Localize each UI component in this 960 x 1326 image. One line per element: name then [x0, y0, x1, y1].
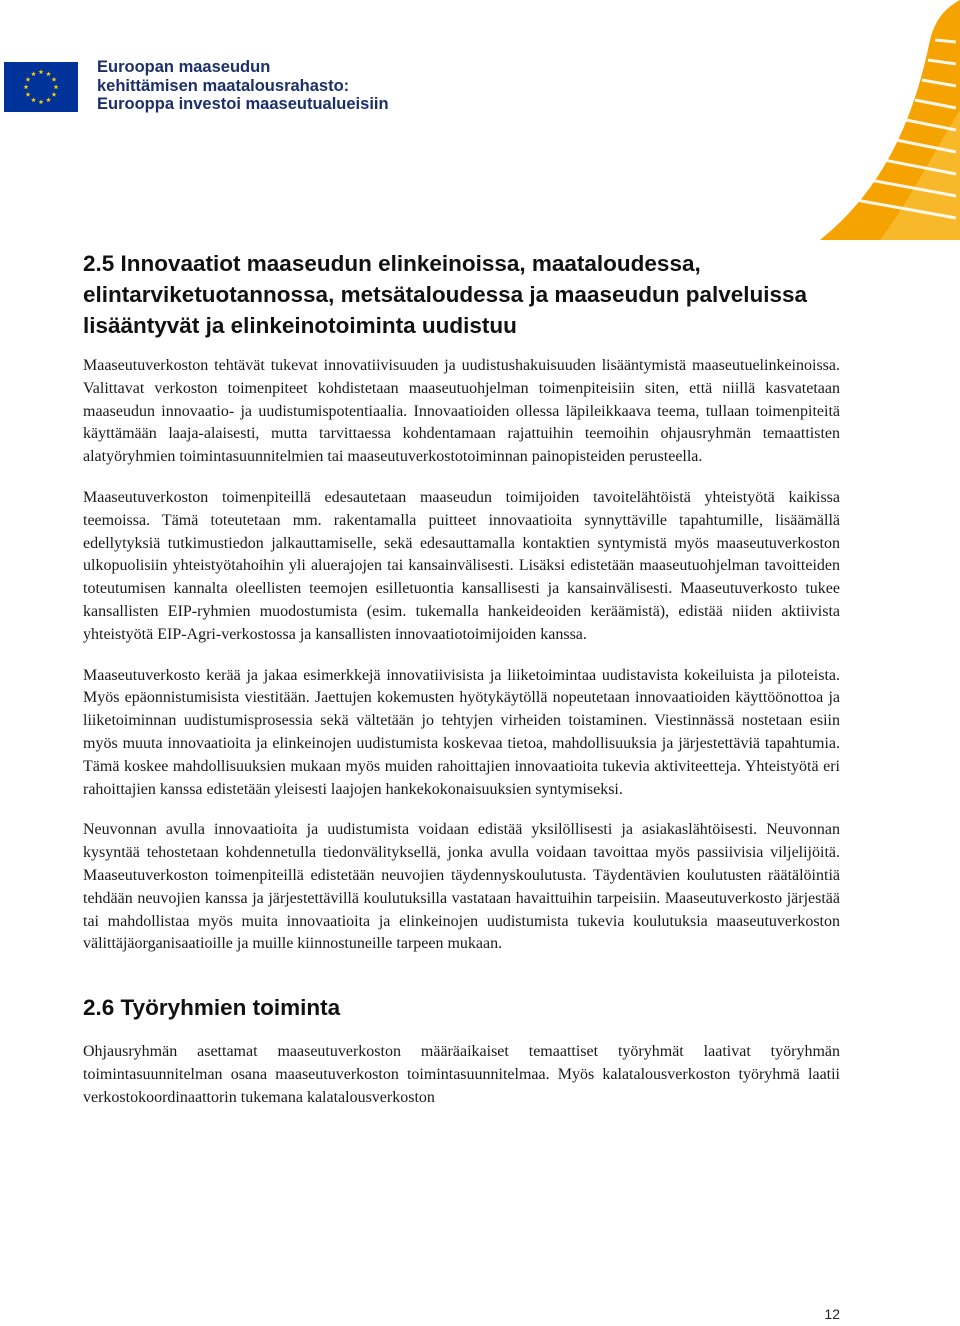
leaf-logo-graphic [760, 0, 960, 240]
section-2-5-heading: 2.5 Innovaatiot maaseudun elinkeinoissa, maataloudessa, elintarviketuotannossa, metsätaloudessa ja maaseudun palveluissa lisääntyvät ja elinkeinotoiminta uudistuu [83, 251, 808, 338]
page-header [0, 0, 960, 240]
document-body [83, 248, 840, 1128]
page-number: 12 [824, 1306, 840, 1322]
eu-fund-text [97, 58, 389, 114]
eu-text-line-3: Eurooppa investoi maaseutualueisiin [97, 95, 389, 113]
paragraph: Ohjausryhmän asettamat maaseutuverkoston määräaikaiset temaattiset työryhmät laativat työryhmän toimintasuunnitelman osana maaseutuverkoston toimintasuunnitelmaa. Myös kalatalousverkoston työryhmä laatii verkostokoordinaattorin tukemana kalatalousverkoston [83, 1043, 840, 1106]
section-2-6-heading: 2.6 Työryhmien toiminta [83, 995, 341, 1021]
paragraph: Neuvonnan avulla innovaatioita ja uudistumista voidaan edistää yksilöllisesti ja asiakaslähtöisesti. Neuvonnan kysyntää tehostetaan kohdennetulla tiedonvälityksellä, jonka avulla voidaan tavoittaa myös passiivisia viljelijöitä. Maaseutuverkoston toimenpiteillä edistetään neuvojien täydennyskoulutusta. Täydentävien koulutusten räätälöintiä tehdään neuvojien kanssa ja järjestettävillä koulutuksilla vastataan havaittuihin tarpeisiin. Maaseutuverkosto järjestää tai mahdollistaa myös muita innovaatioita ja elinkeinojen uudistumista tukevia koulutuksia maaseutuverkoston välittäjäorganisaatioille ja muille kiinnostuneille tarpeen mukaan. [83, 821, 840, 953]
paragraph: Maaseutuverkoston tehtävät tukevat innovatiivisuuden ja uudistushakuisuuden lisääntymistä maaseutuelinkeinoissa. Valittavat verkoston toimenpiteet kohdistetaan maaseutuohjelman toimenpiteisiin siten, että niillä kasvatetaan maaseudun innovaatio- ja uudistumispotentiaalia. Innovaatioiden ollessa läpileikkaava teema, tullaan toimenpiteitä käyttämään laaja-alaisesti, mutta tarvittaessa kohdentamaan rajattuihin teemoihin ohjausryhmän temaattisten alatyöryhmien toimintasuunnitelmien tai maaseutuverkostotoiminnan painopisteiden perusteella. [83, 357, 840, 466]
eu-text-line-2: kehittämisen maatalousrahasto: [97, 76, 350, 95]
paragraph: Maaseutuverkosto kerää ja jakaa esimerkkejä innovatiivisista ja liiketoimintaa uudistavista kokeiluista ja piloteista. Myös epäonnistumisista viestitään. Jaettujen kokemusten hyötykäytöllä nopeutetaan innovaatioiden käyttöönottoa ja liiketoiminnan uudistumisprosessia sekä vältetään jo tehtyjen virheiden toistaminen. Viestinnässä nostetaan esiin myös muuta innovaatioita ja elinkeinojen uudistumista koskevaa tietoa, mahdollisuuksia ja järjestettäviä tapahtumia. Tämä koskee mahdollisuuksien mukaan myös muiden rahoittajien innovaatioita tukevia aktiviteetteja. Yhteistyötä eri rahoittajien kanssa edistetään yleisesti laajojen hankekokonaisuuksien syntymiseksi. [83, 666, 840, 798]
eu-flag-logo [4, 62, 78, 112]
eu-text-line-1: Euroopan maaseudun [97, 58, 271, 76]
paragraph: Maaseutuverkoston toimenpiteillä edesautetaan maaseudun toimijoiden tavoitelähtöistä yhteistyötä kaikissa teemoissa. Tämä toteutetaan mm. rakentamalla puitteet innovaatioita synnyttäville tapahtumille, lisäämällä edellytyksiä tutkimustiedon jalkauttamiselle, sekä edesauttamalla kontaktien syntymistä myös maaseutuverkoston ulkopuolisiin yhteistyötahoihin yli aluerajojen tai kansainvälisesti. Lisäksi edistetään maaseutuohjelman tavoitteiden toteutumisen kannalta oleellisten teemojen esilletuontia kansallisesti ja kansainvälisesti. Maaseutuverkosto tukee kansallisten EIP-ryhmien muodostumista (esim. tukemalla hankeideoiden keräämistä), edistää niiden aktiivista yhteistyötä EIP-Agri-verkostossa ja kansallisten innovaatiotoimijoiden kanssa. [83, 488, 840, 643]
